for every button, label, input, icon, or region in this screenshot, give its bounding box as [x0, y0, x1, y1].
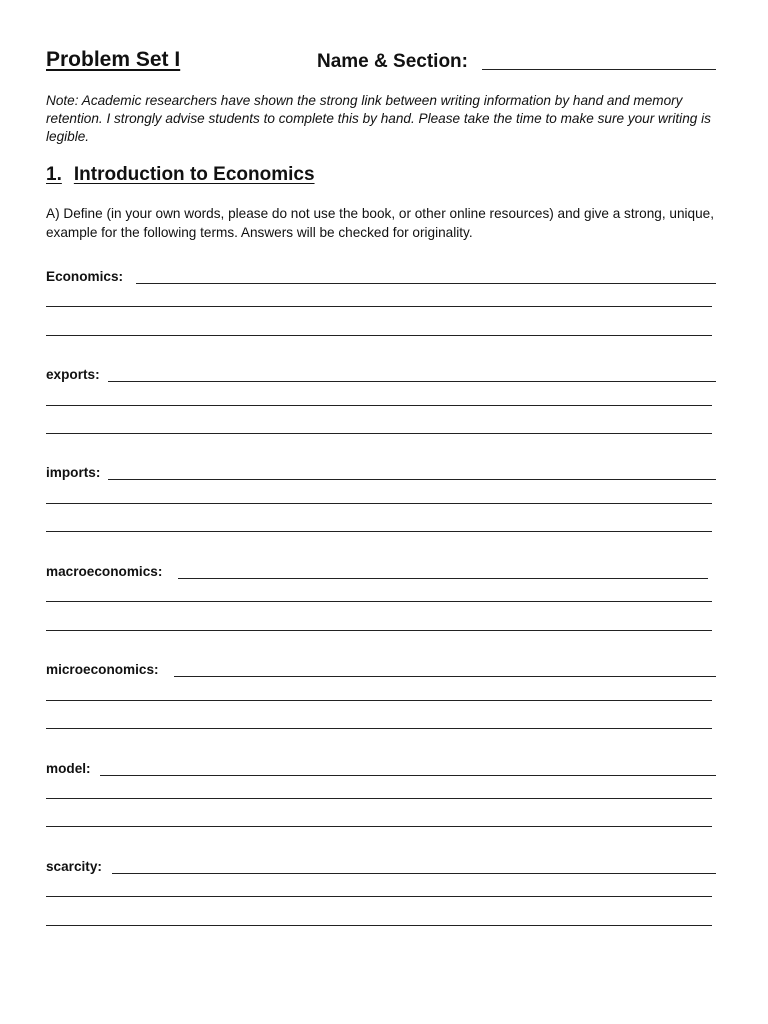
section-heading	[46, 164, 315, 186]
answer-line[interactable]	[46, 531, 712, 532]
answer-line[interactable]	[46, 925, 712, 926]
answer-line[interactable]	[46, 405, 712, 406]
answer-line[interactable]	[46, 700, 712, 701]
term-label: model:	[46, 761, 91, 776]
answer-line[interactable]	[46, 896, 712, 897]
term-row-economics	[46, 264, 716, 284]
page-title: Problem Set I	[46, 48, 181, 71]
answer-line[interactable]	[136, 283, 716, 284]
term-label: scarcity:	[46, 859, 102, 874]
term-label: imports:	[46, 465, 101, 480]
term-label: Economics:	[46, 269, 124, 284]
term-row-scarcity	[46, 854, 716, 874]
answer-line[interactable]	[108, 479, 716, 480]
name-section-label: Name & Section:	[317, 51, 468, 72]
answer-line[interactable]	[178, 578, 708, 579]
answer-line[interactable]	[46, 826, 712, 827]
term-row-macroeconomics	[46, 559, 716, 579]
section-title: Introduction to Economics	[73, 164, 315, 185]
answer-line[interactable]	[46, 630, 712, 631]
term-label: exports:	[46, 367, 100, 382]
name-section-blank[interactable]	[482, 69, 716, 70]
answer-line[interactable]	[46, 798, 712, 799]
term-label: macroeconomics:	[46, 564, 163, 579]
answer-line[interactable]	[46, 335, 712, 336]
answer-line[interactable]	[108, 381, 716, 382]
answer-line[interactable]	[112, 873, 716, 874]
answer-line[interactable]	[46, 728, 712, 729]
term-row-model	[46, 756, 716, 776]
page-header	[46, 48, 716, 78]
answer-line[interactable]	[46, 306, 712, 307]
answer-line[interactable]	[100, 775, 716, 776]
term-row-exports	[46, 362, 716, 382]
answer-line[interactable]	[46, 503, 712, 504]
section-number: 1.	[46, 164, 62, 185]
term-label: microeconomics:	[46, 662, 159, 677]
answer-line[interactable]	[174, 676, 716, 677]
answer-line[interactable]	[46, 601, 712, 602]
term-row-microeconomics	[46, 657, 716, 677]
note-paragraph: Note: Academic researchers have shown the strong link between writing information by hand and memory retention. I strongly advise students to complete this by hand. Please take the time to make sure your writing is legible.	[46, 93, 711, 144]
answer-line[interactable]	[46, 433, 712, 434]
term-row-imports	[46, 460, 716, 480]
instructions-paragraph: A) Define (in your own words, please do not use the book, or other online resources) and give a strong, unique, example for the following terms. Answers will be checked for originality.	[46, 206, 714, 240]
